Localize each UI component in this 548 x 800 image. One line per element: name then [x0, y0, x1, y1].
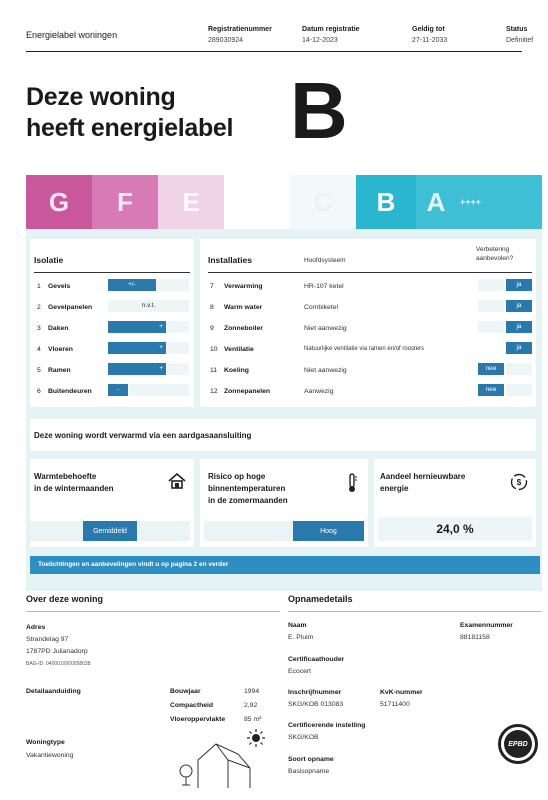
- label-headline: Deze woning heeft energielabel: [26, 83, 234, 142]
- installations-title: Installaties: [208, 255, 252, 265]
- advice-bar-rest: [478, 279, 504, 291]
- thermometer-icon: [346, 473, 358, 498]
- installation-row: 11 Koeling Niet aanwezig nee: [200, 363, 536, 377]
- home-type-label: Woningtype: [26, 739, 65, 746]
- registration-value: SKG/KOB 013083: [288, 701, 344, 708]
- installation-row: 9 Zonneboiler Niet aanwezig ja: [200, 321, 536, 335]
- heat-demand-title: Warmtebehoefte in de wintermaanden: [34, 472, 114, 493]
- isolation-row: 2 Gevelpanelen n.v.t.: [30, 300, 194, 314]
- compactness: 2,92: [244, 702, 258, 709]
- renewable-value: 24,0 %: [378, 517, 532, 541]
- floor-area-label: Vloeroppervlakte: [170, 716, 226, 723]
- valid-until: Geldig tot 27-11-2033: [412, 26, 448, 44]
- isolation-divider: [34, 272, 190, 273]
- advice-badge: ja: [506, 300, 532, 312]
- registration-number: Registratienummer 289030924: [208, 26, 272, 44]
- isolation-bar-rest: [167, 321, 189, 333]
- certifying-body-label: Certificerende instelling: [288, 722, 366, 729]
- tree-icon: [178, 764, 194, 791]
- advice-badge: ja: [506, 321, 532, 333]
- advice-badge: ja: [506, 279, 532, 291]
- scale-f: F: [92, 175, 158, 229]
- inspection-details-title: Opnamedetails: [288, 594, 353, 604]
- exam-number: 88181158: [460, 634, 490, 641]
- advice-badge: ja: [506, 342, 532, 354]
- renewable-panel: [374, 459, 536, 547]
- isolation-bar-rest: [157, 279, 189, 291]
- status: Status Definitief: [506, 26, 534, 44]
- advice-bar-rest: [506, 363, 532, 375]
- epbd-logo: EPBD: [498, 724, 538, 764]
- isolation-value: +: [108, 363, 166, 375]
- advice-badge: nee: [478, 363, 504, 375]
- installation-row: 10 Ventilatie Natuurlijke ventilatie via ramen en/of roosters ja: [200, 342, 536, 356]
- certifying-body: SKG/KOB: [288, 734, 319, 741]
- improvement-header: Verbetering aanbevolen?: [476, 246, 514, 262]
- heat-demand-panel: [30, 459, 194, 547]
- installation-row: 12 Zonnepanelen Aanwezig nee: [200, 384, 536, 398]
- document-title: Energielabel woningen: [26, 30, 118, 40]
- installation-row: 7 Verwarming HR-107 ketel ja: [200, 279, 536, 293]
- scale-d: D: [224, 175, 290, 229]
- isolation-value: +: [108, 342, 166, 354]
- isolation-value: -: [108, 384, 128, 396]
- inspection-divider: [288, 611, 542, 612]
- about-home-title: Over deze woning: [26, 594, 104, 604]
- overheating-title: Risico op hoge binnentemperaturen in de zomermaanden: [208, 472, 288, 505]
- exam-number-label: Examennummer: [460, 622, 513, 629]
- isolation-value: +: [108, 321, 166, 333]
- scale-a: A: [416, 175, 456, 229]
- advice-bar-rest: [478, 321, 504, 333]
- isolation-row: 6 Buitendeuren -: [30, 384, 194, 398]
- overheating-scale: [204, 521, 364, 541]
- heating-note-panel: [30, 419, 536, 451]
- isolation-row: 1 Gevels +/-: [30, 279, 194, 293]
- advice-badge: nee: [478, 384, 504, 396]
- scale-g: G: [26, 175, 92, 229]
- scale-a-plus: ++++: [456, 175, 542, 229]
- inspector-name-label: Naam: [288, 622, 307, 629]
- certificate-holder-label: Certificaathouder: [288, 656, 345, 663]
- scale-b: B: [356, 175, 416, 229]
- energy-scale: [26, 175, 542, 229]
- about-divider: [26, 611, 280, 612]
- house-icon: [168, 473, 186, 494]
- heat-demand-value: Gemiddeld: [83, 521, 136, 541]
- document-header: [26, 22, 534, 52]
- heating-note: Deze woning wordt verwarmd via een aardgasaansluiting: [34, 431, 252, 440]
- inspection-type: Basisopname: [288, 768, 330, 775]
- inspection-type-label: Soort opname: [288, 756, 334, 763]
- isolation-bar-rest: [167, 363, 189, 375]
- floor-area: 85 m²: [244, 716, 262, 723]
- renewable-title: Aandeel hernieuwbare energie: [380, 472, 466, 493]
- overheating-value: Hoog: [293, 521, 364, 541]
- explanation-link-bar[interactable]: Toelichtingen en aanbevelingen vindt u op pagina 2 en verder: [30, 556, 540, 574]
- address-line1: Strandelag 97: [26, 636, 69, 643]
- bag-id: BAG-ID: 0400010000058038: [26, 661, 91, 667]
- certificate-holder: Ecocert: [288, 668, 312, 675]
- address-line2: 1787PD Julianadorp: [26, 648, 88, 655]
- home-type: Vakantiewoning: [26, 752, 74, 759]
- energy-label-letter: B: [290, 66, 348, 155]
- isolation-row: 5 Ramen +: [30, 363, 194, 377]
- scale-c: C: [290, 175, 356, 229]
- isolation-value: +/-: [108, 279, 156, 291]
- isolation-row: 4 Vloeren +: [30, 342, 194, 356]
- house-outline-icon: [194, 740, 254, 795]
- build-year-label: Bouwjaar: [170, 688, 201, 695]
- isolation-bar-rest: [129, 384, 189, 396]
- svg-text:$: $: [516, 478, 522, 487]
- heat-demand-scale: [30, 521, 190, 541]
- isolation-bar-rest: [167, 342, 189, 354]
- kvk-number: 51711400: [380, 701, 410, 708]
- recycle-icon: [510, 473, 528, 496]
- overheating-panel: [200, 459, 368, 547]
- detail-label: Detailaanduiding: [26, 688, 81, 695]
- installations-divider: [208, 272, 532, 273]
- isolation-row: 3 Daken +: [30, 321, 194, 335]
- build-year: 1994: [244, 688, 260, 695]
- installation-row: 8 Warm water Combiketel ja: [200, 300, 536, 314]
- installations-subheader: Hoofdsysteem: [304, 257, 346, 264]
- advice-bar-rest: [478, 300, 504, 312]
- isolation-title: Isolatie: [34, 255, 64, 265]
- compactness-label: Compactheid: [170, 702, 214, 709]
- inspector-name: E. Pluim: [288, 634, 314, 641]
- scale-e: E: [158, 175, 224, 229]
- registration-date: Datum registratie 14-12-2023: [302, 26, 360, 44]
- address-label: Adres: [26, 624, 46, 631]
- kvk-label: KvK-nummer: [380, 689, 423, 696]
- advice-bar-rest: [506, 384, 532, 396]
- registration-label: Inschrijfnummer: [288, 689, 342, 696]
- isolation-value: n.v.t.: [108, 300, 189, 312]
